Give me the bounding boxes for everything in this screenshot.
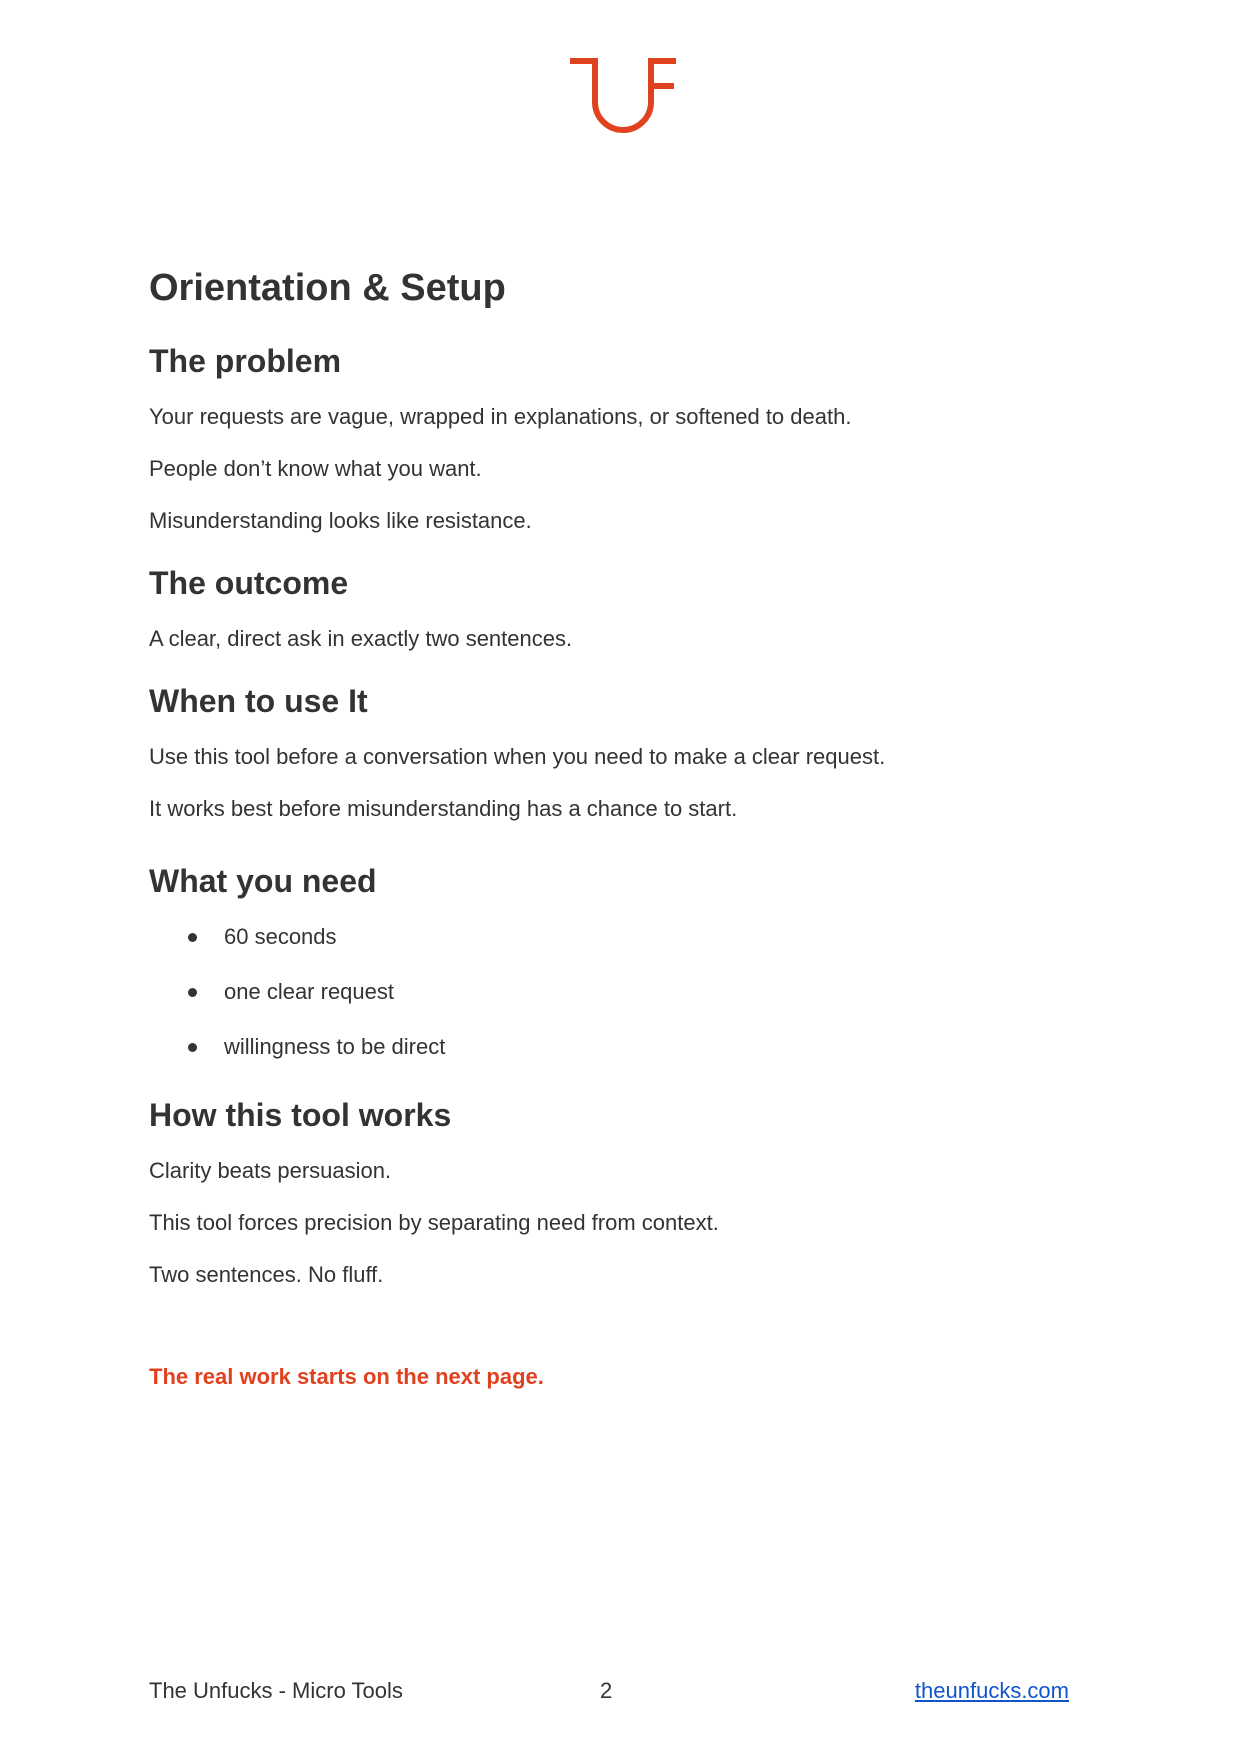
paragraph: Misunderstanding looks like resistance. — [149, 508, 532, 533]
paragraph: Two sentences. No fluff. — [149, 1262, 384, 1287]
section-heading-when-to-use: When to use It — [149, 683, 368, 719]
paragraph: This tool forces precision by separating need from context. — [149, 1210, 719, 1235]
list-item — [149, 1032, 1089, 1062]
document-body — [149, 262, 1089, 1392]
paragraph: People don’t know what you want. — [149, 456, 482, 481]
website-link[interactable]: theunfucks.com — [914, 1678, 1069, 1703]
list-item-text: one clear request — [224, 979, 394, 1004]
list-item — [149, 922, 1089, 952]
uf-logo-icon — [570, 58, 676, 134]
paragraph: Use this tool before a conversation when you need to make a clear request. — [149, 744, 886, 769]
list-item-text: 60 seconds — [224, 924, 337, 949]
section-heading-what-you-need: What you need — [149, 863, 377, 899]
page-footer — [149, 1676, 1069, 1706]
bullet-icon — [188, 1043, 197, 1052]
needs-list — [149, 922, 1089, 1062]
section-heading-outcome: The outcome — [149, 565, 349, 601]
call-to-action-text: The real work starts on the next page. — [149, 1364, 544, 1389]
list-item — [149, 977, 1089, 1007]
paragraph: A clear, direct ask in exactly two sentences. — [149, 626, 573, 651]
page-title: Orientation & Setup — [149, 267, 506, 309]
list-item-text: willingness to be direct — [224, 1034, 446, 1059]
bullet-icon — [188, 933, 197, 942]
footer-title: The Unfucks - Micro Tools — [149, 1678, 403, 1703]
bullet-icon — [188, 988, 197, 997]
page-number: 2 — [600, 1678, 613, 1703]
paragraph: Clarity beats persuasion. — [149, 1158, 392, 1183]
section-heading-problem: The problem — [149, 343, 342, 379]
paragraph: It works best before misunderstanding has a chance to start. — [149, 796, 738, 821]
section-heading-how-it-works: How this tool works — [149, 1097, 452, 1133]
paragraph: Your requests are vague, wrapped in explanations, or softened to death. — [149, 404, 852, 429]
